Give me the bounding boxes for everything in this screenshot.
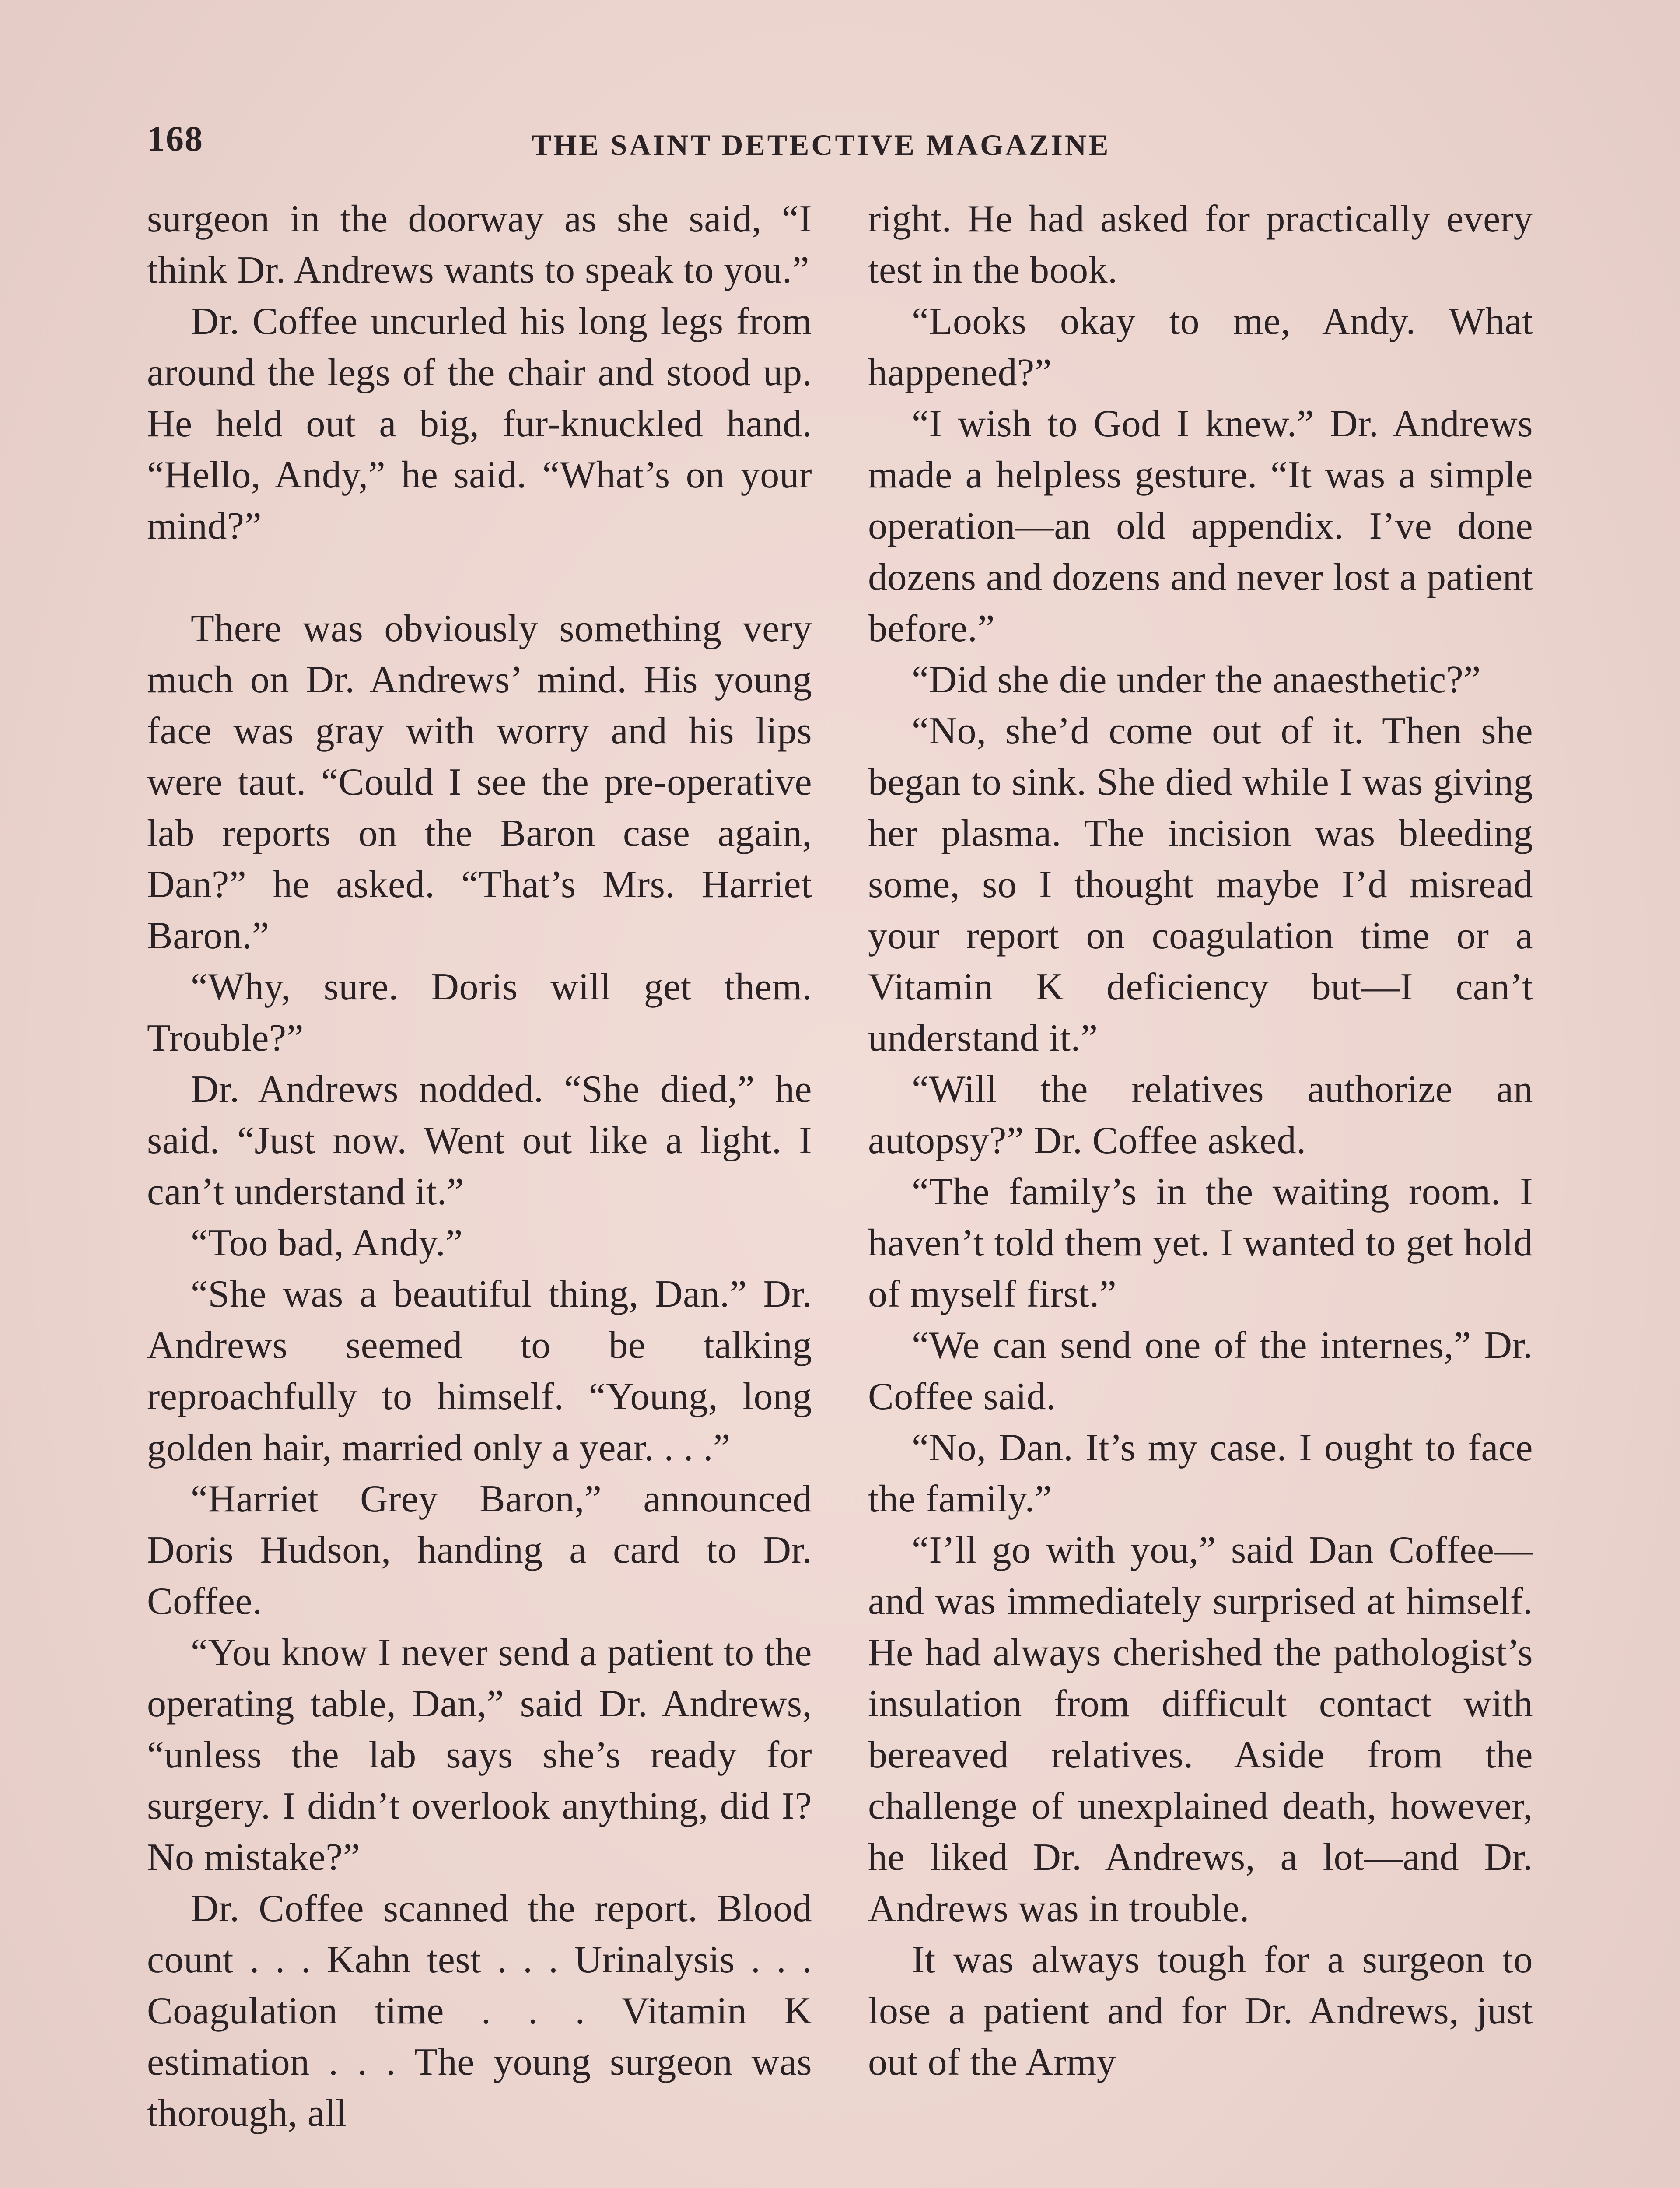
paragraph: “We can send one of the internes,” Dr. Coffee said. [868,1324,1533,1418]
paragraph: There was obviously something very much on Dr. Andrews’ mind. His young face was gray with worry and his lips were taut. “Could I see the pre-operative lab reports on the Baron case again, Dan?” he asked. “That’s Mrs. Harriet Baron.” [147,607,812,957]
text-column-right [868,193,1533,2088]
paragraph: Dr. Andrews nodded. “She died,” he said. “Just now. Went out like a light. I can’t understand it.” [147,1068,812,1213]
paragraph: “You know I never send a patient to the operating table, Dan,” said Dr. Andrews, “unless the lab says she’s ready for surgery. I didn’t overlook anything, did I? No mistake?” [147,1631,812,1879]
text-column-left [147,193,812,2139]
paragraph: “Will the relatives authorize an autopsy?” Dr. Coffee asked. [868,1068,1533,1162]
paragraph: “No, she’d come out of it. Then she began to sink. She died while I was giving her plasma. The incision was bleeding some, so I thought maybe I’d misread your report on coagulation time or a Vitamin K deficiency but—I can’t understand it.” [868,710,1533,1059]
paragraph: “Too bad, Andy.” [191,1222,463,1264]
running-title: THE SAINT DETECTIVE MAGAZINE [532,128,1111,161]
paragraph: surgeon in the doorway as she said, “I think Dr. Andrews wants to speak to you.” [147,198,812,291]
paragraph: “Looks okay to me, Andy. What happened?” [868,300,1533,394]
paragraph: Dr. Coffee uncurled his long legs from around the legs of the chair and stood up. He held out a big, fur-knuckled hand. “Hello, Andy,” he said. “What’s on your mind?” [147,300,812,547]
paragraph: “I’ll go with you,” said Dan Coffee—and was immediately surprised at himself. He had always cherished the pathologist’s insulation from difficult contact with bereaved relatives. Aside from the challenge of unexplained death, however, he liked Dr. Andrews, a lot—and Dr. Andrews was in trouble. [868,1529,1533,1930]
paragraph: Dr. Coffee scanned the report. Blood count . . . Kahn test . . . Urinalysis . . . Coagulation time . . . Vitamin K estimation . . . The young surgeon was thorough, all [147,1887,812,2135]
paragraph: “The family’s in the waiting room. I haven’t told them yet. I wanted to get hold of myself first.” [868,1171,1533,1315]
page-number: 168 [147,119,203,158]
paragraph: “I wish to God I knew.” Dr. Andrews made a helpless gesture. “It was a simple operation—an old appendix. I’ve done dozens and dozens and never lost a patient before.” [868,403,1533,650]
paragraph: It was always tough for a surgeon to lose a patient and for Dr. Andrews, just out of the Army [868,1939,1533,2083]
paragraph: “No, Dan. It’s my case. I ought to face the family.” [868,1427,1533,1520]
paragraph: “Did she die under the anaesthetic?” [912,659,1481,701]
paragraph: “She was a beautiful thing, Dan.” Dr. Andrews seemed to be talking reproachfully to himself. “Young, long golden hair, married only a year. . . .” [147,1273,812,1469]
paragraph: right. He had asked for practically every test in the book. [868,198,1533,291]
paragraph: “Why, sure. Doris will get them. Trouble?” [147,966,812,1059]
paragraph: “Harriet Grey Baron,” announced Doris Hudson, handing a card to Dr. Coffee. [147,1478,812,1623]
